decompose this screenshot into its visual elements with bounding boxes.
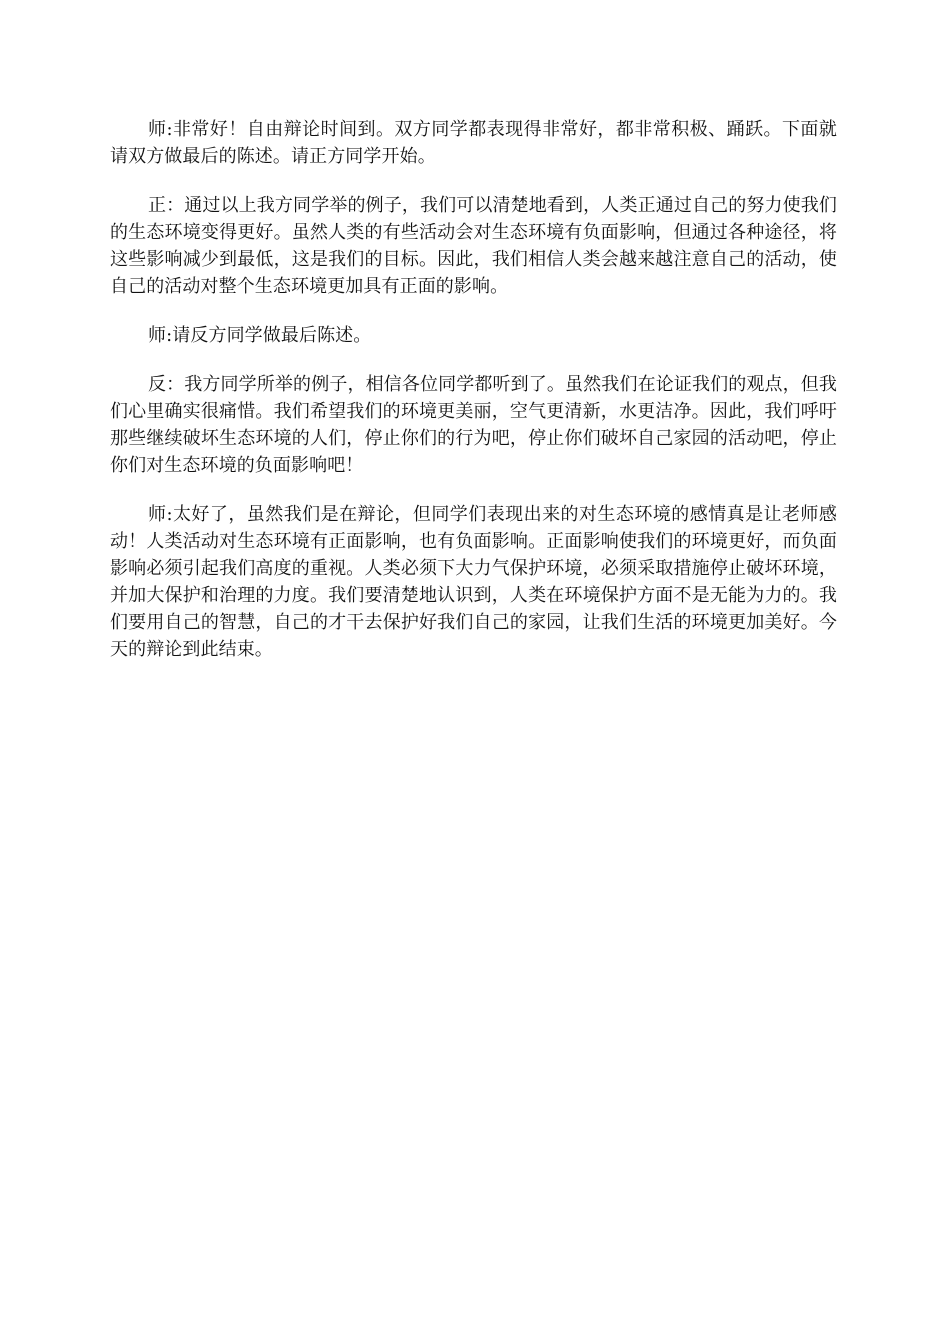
- paragraph-teacher-prompt: 师:请反方同学做最后陈述。: [148, 325, 372, 346]
- paragraph-teacher-closing: 师:太好了，虽然我们是在辩论，但同学们表现出来的对生态环境的感情真是让老师感动！人类活动对生态环境有正面影响，也有负面影响。正面影响使我们的环境更好，而负面影响必须引起我们高度的重视。人类必须下大力气保护环境，必须采取措施停止破坏环境，并加大保护和治理的力度。我们要清楚地认识到，人类在环境保护方面不是无能为力的。我们要用自己的智慧，自己的才干去保护好我们自己的家园，让我们生活的环境更加美好。今天的辩论到此结束。: [110, 504, 837, 660]
- paragraph-teacher-opening: 师:非常好！自由辩论时间到。双方同学都表现得非常好，都非常积极、踊跃。下面就请双方做最后的陈述。请正方同学开始。: [110, 119, 837, 167]
- paragraph-negative-statement: 反：我方同学所举的例子，相信各位同学都听到了。虽然我们在论证我们的观点，但我们心里确实很痛惜。我们希望我们的环境更美丽，空气更清新，水更洁净。因此，我们呼吁那些继续破坏生态环境的人们，停止你们的行为吧，停止你们破坏自己家园的活动吧，停止你们对生态环境的负面影响吧！: [110, 374, 837, 476]
- paragraph-affirmative-statement: 正：通过以上我方同学举的例子，我们可以清楚地看到，人类正通过自己的努力使我们的生态环境变得更好。虽然人类的有些活动会对生态环境有负面影响，但通过各种途径，将这些影响减少到最低，这是我们的目标。因此，我们相信人类会越来越注意自己的活动，使自己的活动对整个生态环境更加具有正面的影响。: [110, 195, 837, 297]
- document-body: [110, 116, 837, 685]
